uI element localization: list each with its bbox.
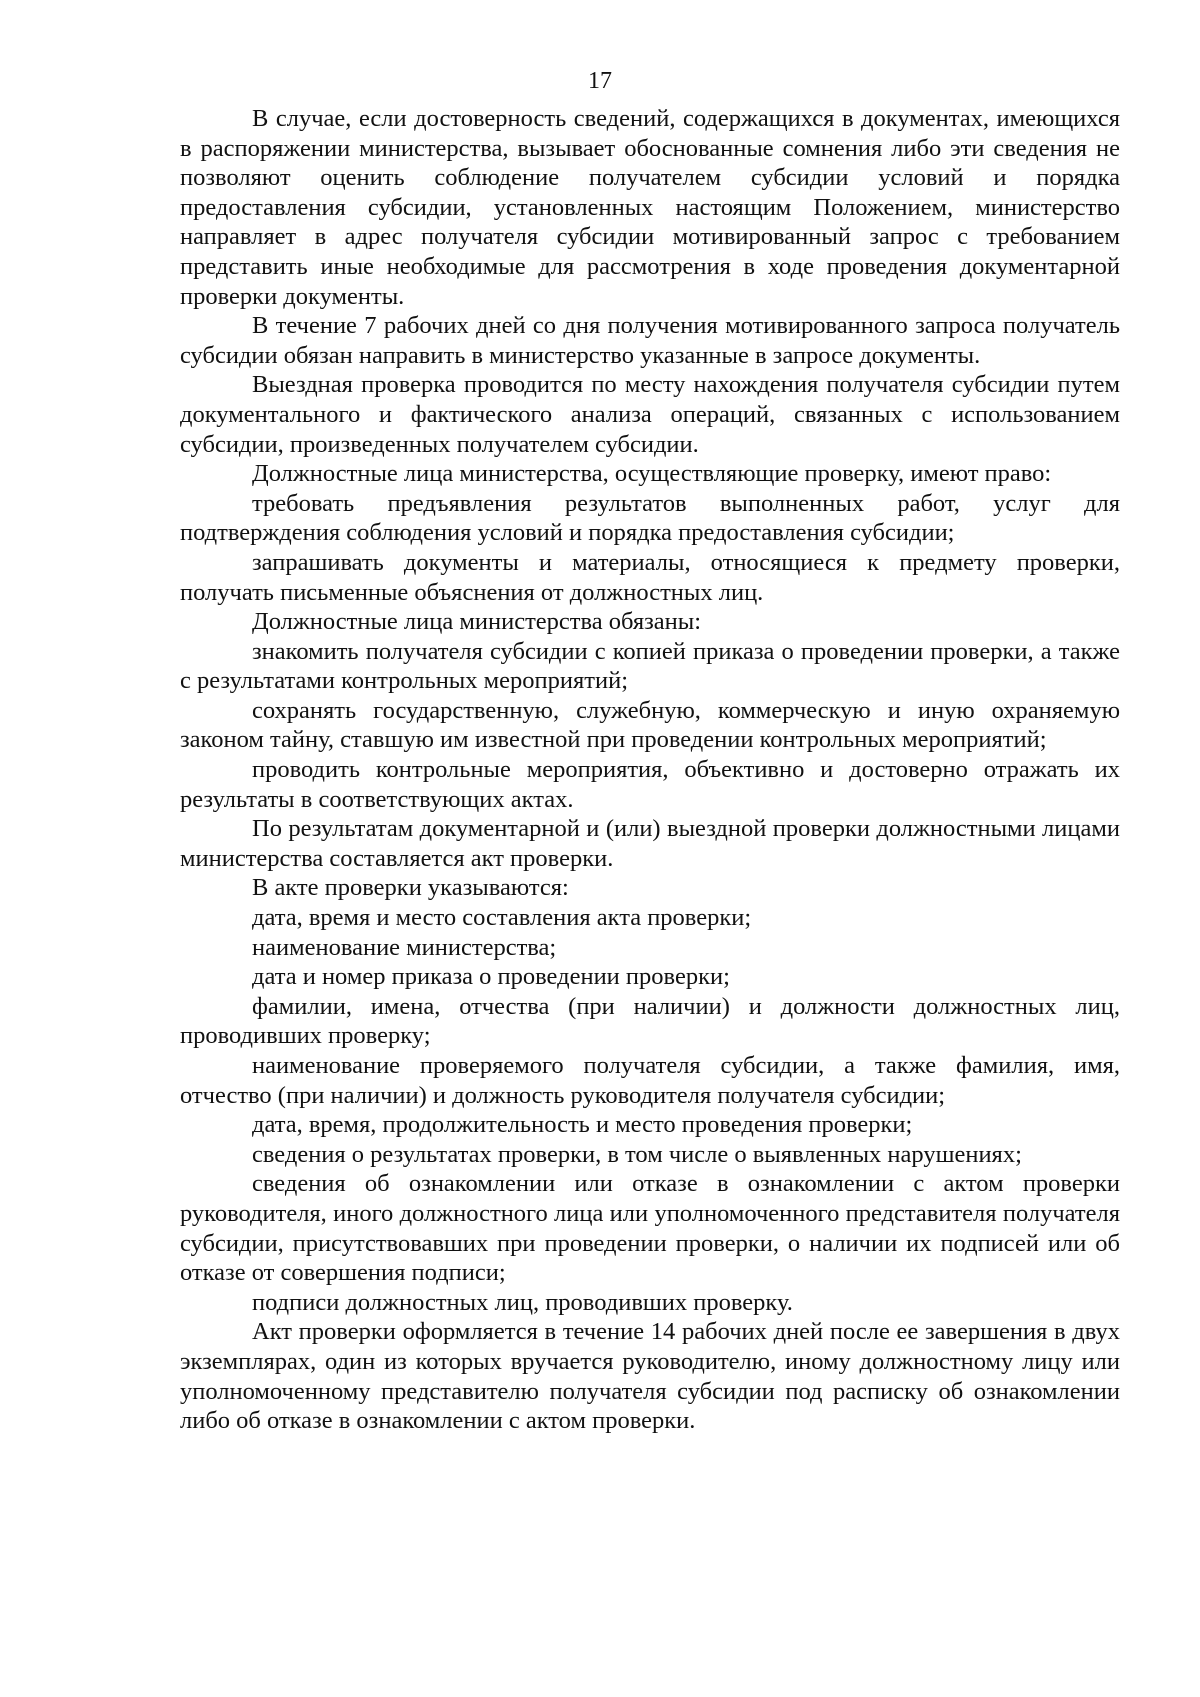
list-item: фамилии, имена, отчества (при наличии) и должности должностных лиц, проводивших проверку; <box>180 992 1120 1050</box>
list-item: знакомить получателя субсидии с копией приказа о проведении проверки, а также с результатами контрольных мероприятий; <box>180 637 1120 695</box>
list-item: дата, время, продолжительность и место проведения проверки; <box>252 1111 913 1139</box>
document-body <box>180 104 1120 1436</box>
paragraph: В случае, если достоверность сведений, содержащихся в документах, имеющихся в распоряжении министерства, вызывает обоснованные сомнения либо эти сведения не позволяют оценить соблюдение получателем субсидии условий и порядка предоставления субсидии, установленных настоящим Положением, министерство направляет в адрес получателя субсидии мотивированный запрос с требованием представить иные необходимые для рассмотрения в ходе проведения документарной проверки документы. <box>180 105 1120 310</box>
paragraph: По результатам документарной и (или) выездной проверки должностными лицами министерства составляется акт проверки. <box>180 815 1120 872</box>
paragraph: В течение 7 рабочих дней со дня получения мотивированного запроса получатель субсидии обязан направить в министерство указанные в запросе документы. <box>180 312 1120 369</box>
list-item: сохранять государственную, служебную, коммерческую и иную охраняемую законом тайну, ставшую им известной при проведении контрольных мероприятий; <box>180 696 1120 754</box>
paragraph: Выездная проверка проводится по месту нахождения получателя субсидии путем документального и фактического анализа операций, связанных с использованием субсидии, произведенных получателем субсидии. <box>180 371 1120 458</box>
list-item: дата и номер приказа о проведении проверки; <box>252 963 730 991</box>
list-item: дата, время и место составления акта проверки; <box>252 904 752 932</box>
paragraph: Акт проверки оформляется в течение 14 рабочих дней после ее завершения в двух экземплярах, один из которых вручается руководителю, иному должностному лицу или уполномоченному представителю получателя субсидии под расписку об ознакомлении либо об отказе в ознакомлении с актом проверки. <box>180 1318 1120 1435</box>
list-item: наименование проверяемого получателя субсидии, а также фамилия, имя, отчество (при наличии) и должность руководителя получателя субсидии; <box>180 1052 1120 1109</box>
list-item: запрашивать документы и материалы, относящиеся к предмету проверки, получать письменные объяснения от должностных лиц. <box>180 548 1120 606</box>
list-item: наименование министерства; <box>252 933 557 961</box>
paragraph: В акте проверки указываются: <box>252 874 569 902</box>
list-item: подписи должностных лиц, проводивших проверку. <box>252 1288 793 1316</box>
page-number: 17 <box>588 68 612 94</box>
list-item: требовать предъявления результатов выполненных работ, услуг для подтверждения соблюдения условий и порядка предоставления субсидии; <box>180 489 1120 547</box>
paragraph: Должностные лица министерства обязаны: <box>252 608 702 636</box>
list-item: сведения о результатах проверки, в том числе о выявленных нарушениях; <box>252 1140 1022 1168</box>
list-item: проводить контрольные мероприятия, объективно и достоверно отражать их результаты в соответствующих актах. <box>180 756 1120 813</box>
paragraph: Должностные лица министерства, осуществляющие проверку, имеют право: <box>252 460 1052 488</box>
list-item: сведения об ознакомлении или отказе в ознакомлении с актом проверки руководителя, иного должностного лица или уполномоченного представителя получателя субсидии, присутствовавших при проведении проверки, о наличии их подписей или об отказе от совершения подписи; <box>180 1170 1120 1287</box>
